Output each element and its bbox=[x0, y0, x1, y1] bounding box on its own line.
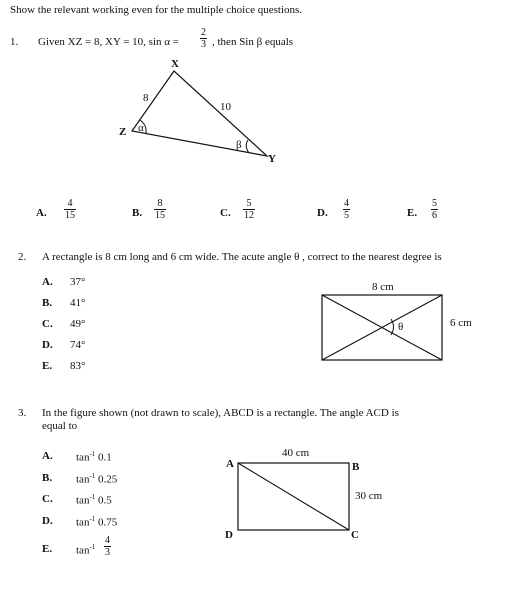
q3-option-e-func: tan bbox=[76, 544, 90, 557]
q1-beta: β bbox=[236, 139, 242, 151]
q3-option-b-letter: B. bbox=[42, 472, 53, 484]
q2-option-e-letter: E. bbox=[42, 360, 53, 372]
q3-option-c-arg: 0.5 bbox=[98, 494, 112, 507]
q2-option-c[interactable]: 49° bbox=[70, 318, 86, 330]
q1-option-c[interactable] bbox=[243, 198, 255, 221]
q3-vertex-a: A bbox=[226, 458, 234, 470]
q3-option-e-num: 4 bbox=[105, 535, 110, 546]
q2-option-d-letter: D. bbox=[42, 339, 53, 351]
q1-option-d-num: 4 bbox=[344, 198, 349, 209]
q1-option-e-num: 5 bbox=[432, 198, 437, 209]
q3-vertex-b: B bbox=[352, 461, 360, 473]
q1-option-d-letter: D. bbox=[317, 207, 328, 219]
q2-theta: θ bbox=[398, 321, 404, 333]
q2-option-a[interactable]: 37° bbox=[70, 276, 86, 288]
q3-option-d-letter: D. bbox=[42, 515, 53, 527]
q1-option-b-den: 15 bbox=[155, 210, 165, 221]
q1-option-b[interactable] bbox=[154, 198, 166, 221]
q1-option-e-letter: E. bbox=[407, 207, 418, 219]
q1-vertex-z: Z bbox=[119, 126, 127, 138]
q3-option-b-func: tan bbox=[76, 473, 90, 486]
q2-length-label: 8 cm bbox=[372, 281, 394, 293]
q3-option-c-func: tan bbox=[76, 494, 90, 507]
q3-option-b[interactable] bbox=[76, 472, 117, 486]
q3-option-d-arg: 0.75 bbox=[98, 516, 118, 529]
q3-option-e-fraction bbox=[104, 535, 111, 558]
q2-option-a-letter: A. bbox=[42, 276, 53, 288]
q1-option-a-num: 4 bbox=[67, 198, 73, 209]
q3-option-c-letter: C. bbox=[42, 493, 53, 505]
q3-option-d-exp: -1 bbox=[89, 515, 96, 523]
q1-option-b-letter: B. bbox=[132, 207, 143, 219]
q3-vertex-d: D bbox=[225, 529, 233, 541]
q3-option-d[interactable] bbox=[76, 515, 117, 529]
q1-vertex-y: Y bbox=[268, 153, 276, 165]
q3-option-a-arg: 0.1 bbox=[98, 451, 112, 464]
q3-option-a-exp: -1 bbox=[89, 450, 96, 458]
q1-side-xz: 8 bbox=[143, 92, 149, 104]
q1-vertex-x: X bbox=[171, 58, 179, 70]
q1-option-c-letter: C. bbox=[220, 207, 231, 219]
q3-option-d-func: tan bbox=[76, 516, 90, 529]
q2-option-b[interactable]: 41° bbox=[70, 297, 86, 309]
q3-option-b-arg: 0.25 bbox=[98, 473, 118, 486]
q1-option-e-den: 6 bbox=[432, 210, 437, 221]
q3-option-a-func: tan bbox=[76, 451, 90, 464]
q1-beta-arc bbox=[246, 140, 249, 153]
q3-option-c-exp: -1 bbox=[89, 493, 96, 501]
instructions: Show the relevant working even for the multiple choice questions. bbox=[10, 4, 303, 16]
q3-text-line2: equal to bbox=[42, 420, 78, 432]
q1-option-d-den: 5 bbox=[344, 210, 349, 221]
q3-option-b-exp: -1 bbox=[89, 472, 96, 480]
q3-vertex-c: C bbox=[351, 529, 359, 541]
q1-option-c-den: 12 bbox=[244, 210, 254, 221]
q3-diagonal-ac bbox=[238, 463, 349, 530]
q1-text-suffix: , then Sin β equals bbox=[212, 36, 294, 48]
q2-option-c-letter: C. bbox=[42, 318, 53, 330]
q1-sin-den: 3 bbox=[201, 39, 206, 50]
q1-option-a[interactable] bbox=[64, 198, 76, 221]
q1-option-d[interactable] bbox=[343, 198, 350, 221]
q1-option-c-num: 5 bbox=[246, 198, 252, 209]
q1-option-a-letter: A. bbox=[36, 207, 47, 219]
q1-option-e[interactable] bbox=[431, 198, 438, 221]
q1-side-xy: 10 bbox=[220, 101, 231, 113]
q2-option-b-letter: B. bbox=[42, 297, 53, 309]
q2-option-e[interactable]: 83° bbox=[70, 360, 86, 372]
q3-option-a[interactable] bbox=[76, 450, 112, 464]
q3-text-line1: In the figure shown (not drawn to scale), ABCD is a rectangle. The angle ACD is bbox=[42, 407, 399, 419]
q1-number: 1. bbox=[10, 36, 19, 48]
q1-sin-num: 2 bbox=[201, 27, 206, 38]
q3-option-e-den: 3 bbox=[105, 547, 110, 558]
q1-option-b-num: 8 bbox=[157, 198, 163, 209]
q1-option-a-den: 15 bbox=[65, 210, 75, 221]
q3-right-length: 30 cm bbox=[355, 490, 383, 502]
q3-option-e-exp: -1 bbox=[89, 543, 96, 551]
q1-text-prefix: Given XZ = 8, XY = 10, sin α = bbox=[38, 36, 179, 48]
q2-option-d[interactable]: 74° bbox=[70, 339, 86, 351]
q3-option-e[interactable] bbox=[76, 543, 95, 557]
q3-top-length: 40 cm bbox=[282, 447, 310, 459]
q2-width-label: 6 cm bbox=[450, 317, 472, 329]
q3-option-a-letter: A. bbox=[42, 450, 53, 462]
q3-option-c[interactable] bbox=[76, 493, 112, 507]
q1-alpha: α bbox=[138, 122, 144, 134]
q2-number: 2. bbox=[18, 251, 27, 263]
q2-text: A rectangle is 8 cm long and 6 cm wide. The acute angle θ , correct to the nearest degree is bbox=[42, 251, 442, 263]
q3-number: 3. bbox=[18, 407, 27, 419]
q3-option-e-letter: E. bbox=[42, 543, 53, 555]
